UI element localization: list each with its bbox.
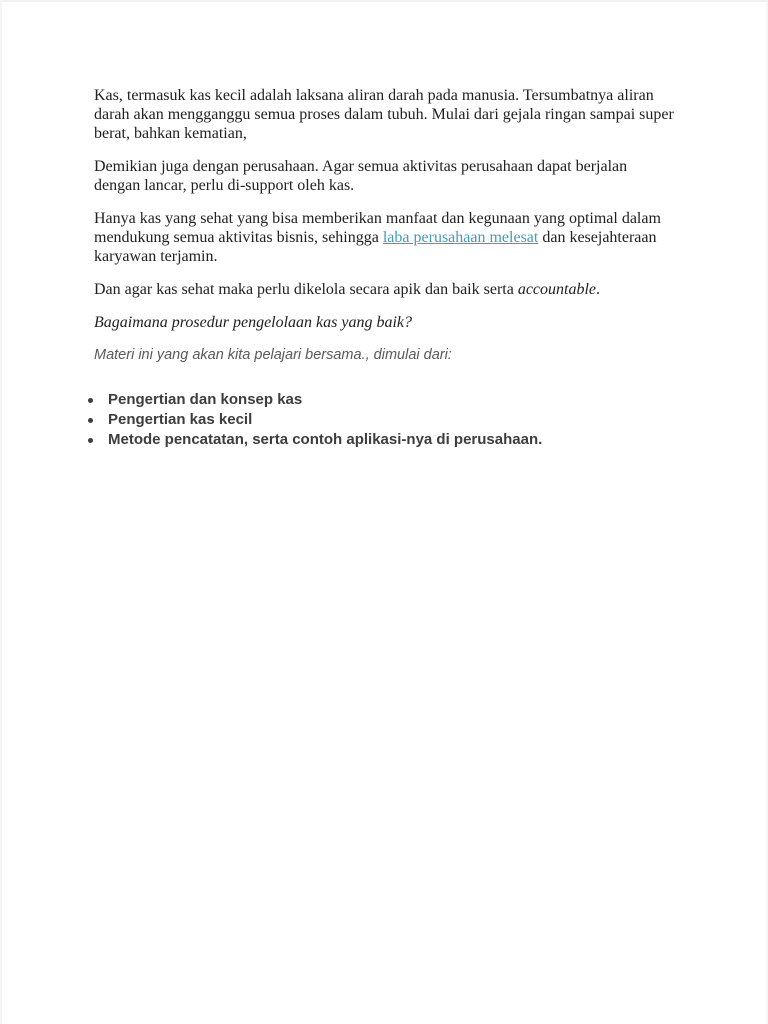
laba-perusahaan-link[interactable]: laba perusahaan melesat: [382, 229, 539, 246]
list-item-pengertian-kas-kecil: [88, 410, 676, 430]
document-body: [94, 86, 676, 450]
topics-list: [88, 390, 676, 450]
accountable-emphasis: accountable: [517, 281, 597, 298]
bullet-icon: [88, 418, 93, 423]
question-line: Bagaimana prosedur pengelolaan kas yang baik?: [94, 314, 413, 331]
intro-line: Materi ini yang akan kita pelajari bersama., dimulai dari:: [94, 347, 452, 363]
paragraph-accountable: [94, 280, 676, 299]
paragraph-perusahaan: Demikian juga dengan perusahaan. Agar semua aktivitas perusahaan dapat berjalan dengan lancar, perlu di-support oleh kas.: [94, 158, 628, 194]
bullet-icon: [88, 438, 93, 443]
paragraph-kas-sehat: [94, 209, 676, 266]
list-item-pengertian-konsep: [88, 390, 676, 410]
list-item-label: Metode pencatatan, serta contoh aplikasi-nya di perusahaan.: [108, 431, 543, 448]
list-item-label: Pengertian kas kecil: [108, 411, 253, 428]
paragraph-kas-analogy: Kas, termasuk kas kecil adalah laksana aliran darah pada manusia. Tersumbatnya aliran darah akan mengganggu semua proses dalam tubuh. Mulai dari gejala ringan sampai super berat, bahkan kematian,: [94, 87, 674, 142]
text-after-emphasis: .: [596, 281, 601, 298]
list-item-metode-pencatatan: [88, 430, 676, 450]
text-before-link: Hanya kas yang sehat yang bisa memberikan manfaat dan kegunaan yang optimal dalam mendukung semua aktivitas bisnis, sehingga: [94, 210, 661, 246]
text-after-link: dan kesejahteraan karyawan terjamin.: [94, 229, 657, 265]
list-item-label: Pengertian dan konsep kas: [108, 391, 303, 408]
bullet-icon: [88, 398, 93, 403]
text-before-emphasis: Dan agar kas sehat maka perlu dikelola secara apik dan baik serta: [94, 281, 518, 298]
